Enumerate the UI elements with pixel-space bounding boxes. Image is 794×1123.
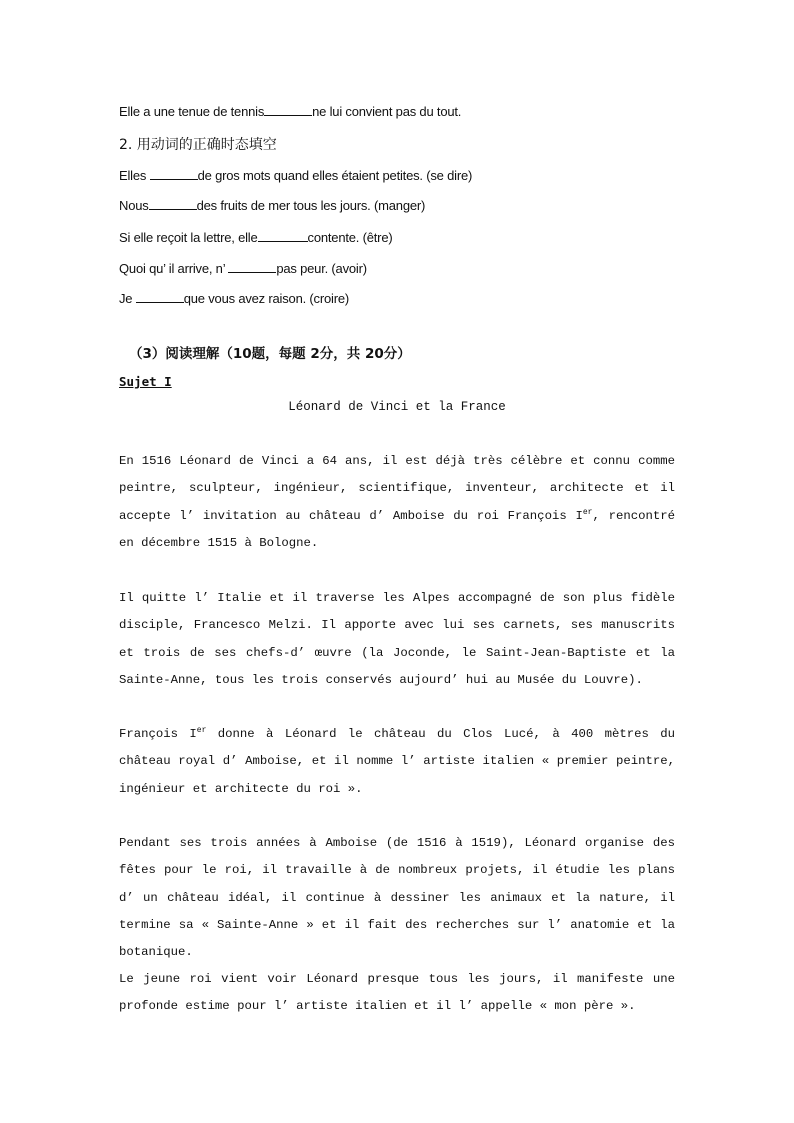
- answer-blank: [264, 104, 312, 116]
- paragraph-1: [119, 448, 675, 557]
- superscript: er: [196, 726, 207, 735]
- answer-blank: [258, 230, 308, 242]
- sentence-start: Elle a une tenue de tennis: [119, 104, 265, 119]
- superscript: er: [582, 507, 593, 517]
- exercise2-item-3: [119, 230, 392, 245]
- answer-blank: [150, 168, 198, 180]
- item-start: Elles: [119, 168, 150, 183]
- item-end: pas peur. (avoir): [276, 261, 367, 276]
- exercise2-item-5: [119, 291, 349, 306]
- article-title: Léonard de Vinci et la France: [288, 400, 506, 414]
- exercise1-sentence: [119, 104, 461, 119]
- paragraph-2: Il quitte l’ Italie et il traverse les Alpes accompagné de son plus fidèle disciple, Francesco Melzi. Il apporte avec lui ses carnets, ses manuscrits et trois de ses chefs-d’ œuvre (la Joconde, le Saint-Jean-Baptiste et la Sainte-Anne, tous les trois conservés aujourd’ hui au Musée du Louvre).: [119, 591, 675, 687]
- exercise2-item-1: [119, 168, 472, 183]
- answer-blank: [228, 261, 276, 273]
- exercise2-item-2: [119, 198, 425, 213]
- exercise2-heading: 2. 用动词的正确时态填空: [119, 137, 277, 153]
- subject-label: Sujet I: [119, 374, 172, 389]
- section-heading: （3）阅读理解（10题，每题 2分，共 20分）: [129, 346, 411, 362]
- exercise2-item-4: [119, 261, 367, 276]
- paragraph-4: Pendant ses trois années à Amboise (de 1516 à 1519), Léonard organise des fêtes pour le roi, il travaille à de nombreux projets, il étudie les plans d’ un château idéal, il continue à dessiner les animaux et la nature, il termine sa « Sainte-Anne » et il fait des recherches sur l’ anatomie et la botanique.: [119, 836, 675, 960]
- item-end: que vous avez raison. (croire): [183, 291, 349, 306]
- paragraph-text: , rencontré en décembre 1515 à Bologne.: [119, 508, 675, 550]
- answer-blank: [149, 198, 197, 210]
- paragraph-text: donne à Léonard le château du Clos Lucé, à 400 mètres du château royal d’ Amboise, et il nomme l’ artiste italien « premier peintre, ingénieur et architecte du roi ».: [119, 727, 675, 796]
- paragraph-5: Le jeune roi vient voir Léonard presque tous les jours, il manifeste une profonde estime pour l’ artiste italien et il l’ appelle « mon père ».: [119, 972, 675, 1014]
- paragraph-text: François I: [119, 727, 197, 741]
- item-start: Je: [119, 291, 136, 306]
- item-end: des fruits de mer tous les jours. (manger): [196, 198, 426, 213]
- sentence-end: ne lui convient pas du tout.: [312, 104, 462, 119]
- item-end: de gros mots quand elles étaient petites. (se dire): [197, 168, 473, 183]
- paragraph-3: [119, 721, 675, 803]
- paragraph-text: En 1516 Léonard de Vinci a 64 ans, il est déjà très célèbre et connu comme peintre, sculpteur, ingénieur, scientifique, inventeur, architecte et il accepte l’ invitation au château d’ Amboise du roi François I: [119, 454, 675, 523]
- item-start: Quoi qu’ il arrive, n’: [119, 261, 229, 276]
- item-start: Nous: [119, 198, 149, 213]
- answer-blank: [136, 291, 184, 303]
- item-start: Si elle reçoit la lettre, elle: [119, 230, 258, 245]
- item-end: contente. (être): [307, 230, 393, 245]
